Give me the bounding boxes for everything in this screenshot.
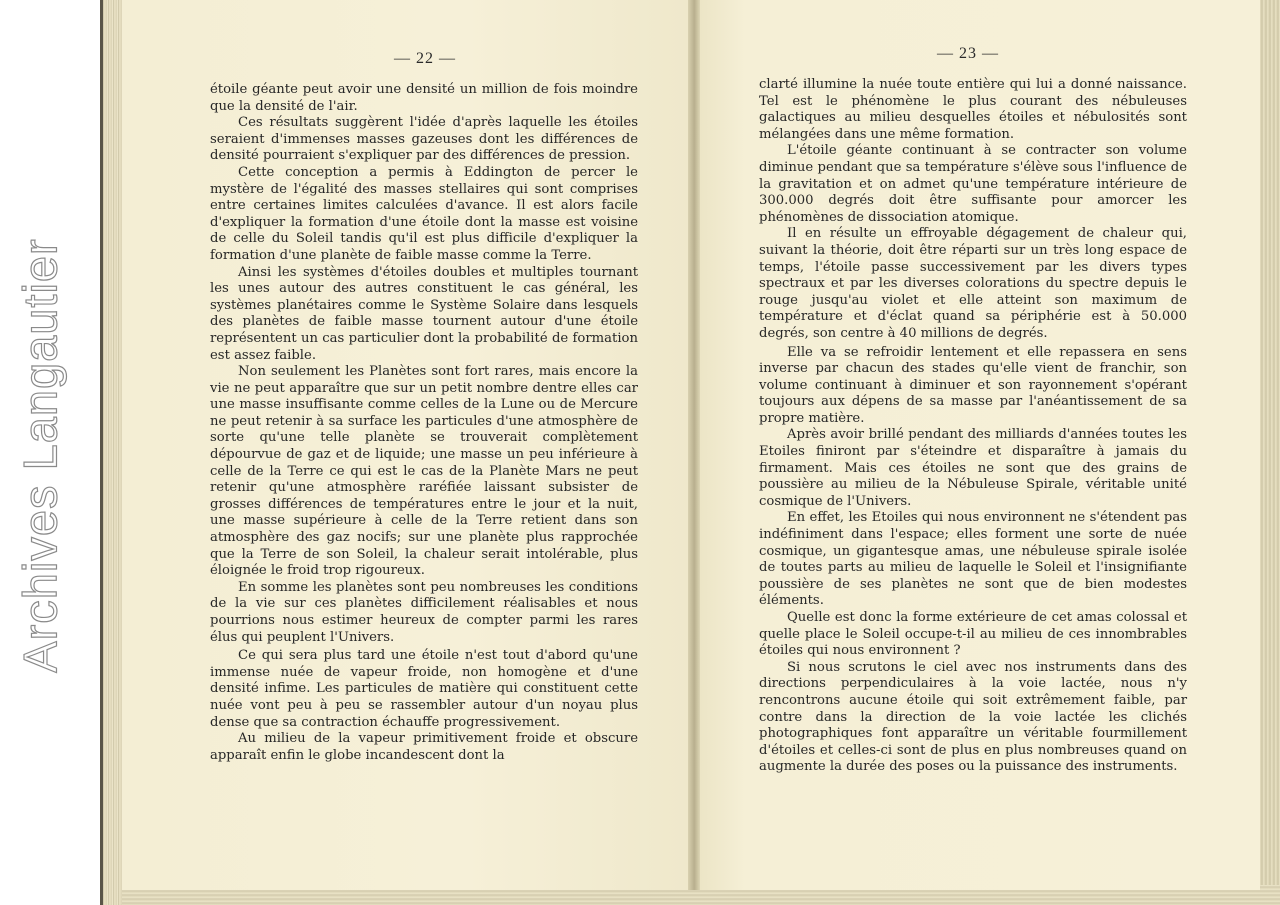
paragraph: étoile géante peut avoir une densité un million de fois moindre que la densité de l'air. bbox=[210, 82, 638, 114]
paragraph: Ainsi les systèmes d'étoiles doubles et multiples tournant les unes autour des autres constituent le cas général, les systèmes planétaires comme le Système Solaire dans lesquels des planètes de faible masse tournent autour d'une étoile représentent un cas particulier dont la probabilité de formation est assez faible. bbox=[210, 264, 638, 363]
archive-watermark bbox=[10, 237, 70, 673]
watermark-text: Archives Langautier bbox=[13, 237, 67, 673]
paragraph: Si nous scrutons le ciel avec nos instruments dans des directions perpendiculaires à la voie lactée, nous n'y rencontrons aucune étoile qui soit extrêmement faible, par contre dans la direction de la voie lactée les clichés photographiques font apparaître un véritable fourmillement d'étoiles et celles-ci sont de plus en plus nombreuses quand on augmente la durée des poses ou la puissance des instruments. bbox=[759, 659, 1187, 775]
paragraph: Il en résulte un effroyable dégagement de chaleur qui, suivant la théorie, doit être réparti sur un très long espace de temps, l'étoile passe successivement par les divers types spectraux et par les diverses colorations du spectre depuis le rouge jusqu'au violet et elle atteint son maximum de température et d'éclat quand sa périphérie est à 50.000 degrés, son centre à 40 millions de degrés. bbox=[759, 226, 1187, 341]
page-body bbox=[210, 82, 638, 764]
paragraph: Ce qui sera plus tard une étoile n'est tout d'abord qu'une immense nuée de vapeur froide, non homogène et d'une densité infime. Les particules de matière qui constituent cette nuée vont peu à peu se rassembler autour d'un noyau plus dense que sa contraction échauffe progressivement. bbox=[210, 648, 638, 730]
paragraph: clarté illumine la nuée toute entière qui lui a donné naissance. Tel est le phénomène le plus courant des nébuleuses galactiques au milieu desquelles étoiles et nébulosités sont mélangées dans une même formation. bbox=[759, 77, 1187, 142]
paragraph: Ces résultats suggèrent l'idée d'après laquelle les étoiles seraient d'immenses masses gazeuses dont les différences de densité pourraient s'expliquer par des différences de pression. bbox=[210, 115, 638, 164]
paragraph: Au milieu de la vapeur primitivement froide et obscure apparaît enfin le globe incandescent dont la bbox=[210, 731, 638, 763]
paragraph: Cette conception a permis à Eddington de percer le mystère de l'égalité des masses stellaires qui sont comprises entre certaines limites calculées d'avance. Il est alors facile d'expliquer la formation d'une étoile dont la masse est voisine de celle du Soleil tandis qu'il est plus difficile d'expliquer la formation d'une planète de faible masse comme la Terre. bbox=[210, 164, 638, 263]
right-page bbox=[700, 0, 1260, 890]
paragraph: En effet, les Etoiles qui nous environnent ne s'étendent pas indéfiniment dans l'espace; elles forment une sorte de nuée cosmique, un gigantesque amas, une nébuleuse spirale isolée de toutes parts au milieu de laquelle le Soleil et l'insignifiante poussière de ses planètes ne sont que de bien modestes éléments. bbox=[759, 510, 1187, 609]
paragraph: Elle va se refroidir lentement et elle repassera en sens inverse par chacun des stades qu'elle vient de franchir, son volume continuant à diminuer et son rayonnement s'opérant toujours aux dépens de sa masse par l'anéantissement de sa propre matière. bbox=[759, 344, 1187, 426]
page-number: — 22 — bbox=[394, 50, 456, 67]
left-page bbox=[122, 0, 690, 890]
paragraph: Quelle est donc la forme extérieure de cet amas colossal et quelle place le Soleil occupe-t-il au milieu de ces innombrables étoiles qui nous environnent ? bbox=[759, 610, 1187, 659]
page-number: — 23 — bbox=[937, 45, 999, 62]
paragraph: Non seulement les Planètes sont fort rares, mais encore la vie ne peut apparaître que sur un petit nombre dentre elles car une masse insuffisante comme celles de la Lune ou de Mercure ne peut retenir à sa surface les particules d'une atmosphère de sorte qu'une telle planète se trouverait complètement dépourvue de gaz et de liquide; une masse un peu inférieure à celle de la Terre ce qui est le cas de la Planète Mars ne peut retenir qu'une atmosphère raréfiée laissant subsister de grosses différences de températures entre le jour et la nuit, une masse supérieure à celle de la Terre retient dans son atmosphère des gaz nocifs; sur une planète plus rapprochée que la Terre de son Soleil, la chaleur serait intolérable, plus éloignée le froid trop rigoureux. bbox=[210, 364, 638, 579]
paragraph: Après avoir brillé pendant des milliards d'années toutes les Etoiles finiront par s'éteindre et disparaître à jamais du firmament. Mais ces étoiles ne sont que des grains de poussière au milieu de la Nébuleuse Spirale, véritable unité cosmique de l'Univers. bbox=[759, 427, 1187, 509]
paragraph: L'étoile géante continuant à se contracter son volume diminue pendant que sa température s'élève sous l'influence de la gravitation et on admet qu'une température intérieure de 300.000 degrés doit être suffisante pour amorcer les phénomènes de dissociation atomique. bbox=[759, 143, 1187, 225]
page-body bbox=[759, 77, 1187, 776]
paragraph: En somme les planètes sont peu nombreuses les conditions de la vie sur ces planètes difficilement réalisables et nous pourrions nous estimer heureux de compter parmi les rares élus qui peuplent l'Univers. bbox=[210, 579, 638, 645]
